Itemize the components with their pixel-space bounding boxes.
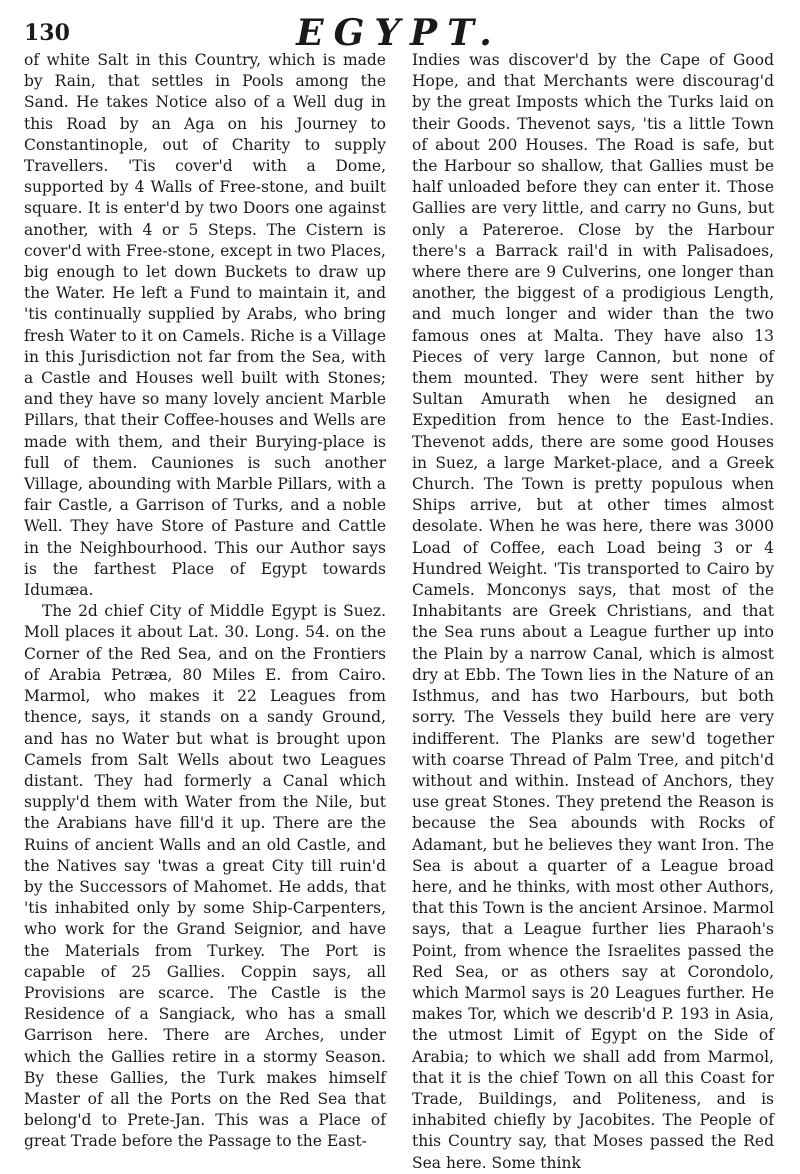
running-title: EGYPT.	[296, 12, 502, 54]
left-paragraph-2: The 2d chief City of Middle Egypt is Suez. Moll places it about Lat. 30. Long. 54. on the Corner of the Red Sea, and on the Frontiers of Arabia Petræa, 80 Miles E. from Cairo. Marmol, who makes it 22 Leagues from thence, says, it stands on a sandy Ground, and has no Water but what is brought upon Camels from Salt Wells about two Leagues distant. They had formerly a Canal which supply'd them with Water from the Nile, but the Arabians have fill'd it up. There are the Ruins of ancient Walls and an old Castle, and the Natives say 'twas a great City till ruin'd by the Successors of Mahomet. He adds, that 'tis inhabited only by some Ship-Carpenters, who work for the Grand Seignior, and have the Materials from Turkey. The Port is capable of 25 Gallies. Coppin says, all Provisions are scarce. The Castle is the Residence of a Sangiack, who has a small Garrison here. There are Arches, under which the Gallies retire in a stormy Season. By these Gallies, the Turk makes himself Master of all the Ports on the Red Sea that belong'd to Prete-Jan. This was a Place of great Trade before the Passage to the East-	[24, 602, 386, 1151]
right-column	[412, 50, 774, 1174]
right-paragraph-1: Indies was discover'd by the Cape of Good Hope, and that Merchants were discourag'd by the great Imposts which the Turks laid on their Goods. Thevenot says, 'tis a little Town of about 200 Houses. The Road is safe, but the Harbour so shallow, that Gallies must be half unloaded before they can enter it. Those Gallies are very little, and carry no Guns, but only a Patereroe. Close by the Harbour there's a Barrack rail'd in with Palisadoes, where there are 9 Culverins, one longer than another, the biggest of a prodigious Length, and much longer and wider than the two famous ones at Malta. They have also 13 Pieces of very large Cannon, but none of them mounted. They were sent hither by Sultan Amurath when he designed an Expedition from hence to the East-Indies. Thevenot adds, there are some good Houses in Suez, a large Market-place, and a Greek Church. The Town is pretty populous when Ships arrive, but at other times almost desolate. When he was here, there was 3000 Load of Coffee, each Load being 3 or 4 Hundred Weight. 'Tis transported to Cairo by Camels. Monconys says, that most of the Inhabitants are Greek Christians, and that the Sea runs about a League further up into the Plain by a narrow Canal, which is almost dry at Ebb. The Town lies in the Nature of an Isthmus, and has two Harbours, but both sorry. The Vessels they build here are very indifferent. The Planks are sew'd together with coarse Thread of Palm Tree, and pitch'd without and within. Instead of Anchors, they use great Stones. They pretend the Reason is because the Sea abounds with Rocks of Adamant, but he believes they want Iron. The Sea is about a quarter of a League broad here, and he thinks, with most other Authors, that this Town is the ancient Arsinoe. Marmol says, that a League further lies Pharaoh's Point, from whence the Israelites passed the Red Sea, or as others say at Corondolo, which Marmol says is 20 Leagues further. He makes Tor, which we describ'd P. 193 in Asia, the utmost Limit of Egypt on the Side of Arabia; to which we shall add from Marmol, that it is the chief Town on all this Coast for Trade, Buildings, and Politeness, and is inhabited chiefly by Jacobites. The People of this Country say, that Moses passed the Red Sea here. Some think	[412, 51, 774, 1172]
page-number: 130	[24, 20, 70, 46]
page-header	[24, 10, 774, 54]
left-paragraph-1: of white Salt in this Country, which is made by Rain, that settles in Pools among the Sand. He takes Notice also of a Well dug in this Road by an Aga on his Journey to Constantinople, out of Charity to supply Travellers. 'Tis cover'd with a Dome, supported by 4 Walls of Free-stone, and built square. It is enter'd by two Doors one against another, with 4 or 5 Steps. The Cistern is cover'd with Free-stone, except in two Places, big enough to let down Buckets to draw up the Water. He left a Fund to maintain it, and 'tis continually supplied by Arabs, who bring fresh Water to it on Camels. Riche is a Village in this Jurisdiction not far from the Sea, with a Castle and Houses well built with Stones; and they have so many lovely ancient Marble Pillars, that their Coffee-houses and Wells are made with them, and their Burying-place is full of them. Cauniones is such another Village, abounding with Marble Pillars, with a fair Castle, a Garrison of Turks, and a noble Well. They have Store of Pasture and Cattle in the Neighbourhood. This our Author says is the farthest Place of Egypt towards Idumæa.	[24, 51, 386, 600]
text-columns	[24, 50, 774, 1174]
left-column	[24, 50, 386, 1174]
